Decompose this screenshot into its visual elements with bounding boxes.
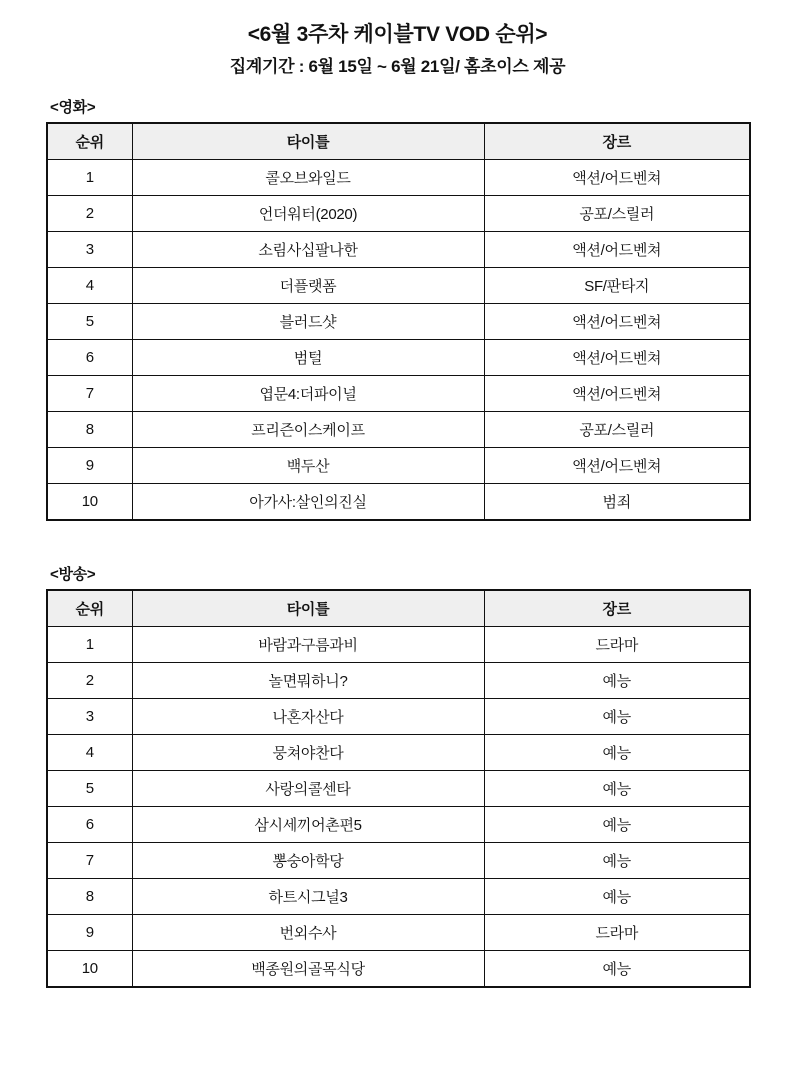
table-header-row (47, 590, 750, 627)
column-header-title: 타이틀 (132, 123, 484, 160)
table-header-row (47, 123, 750, 160)
cell-genre: 드라마 (484, 915, 750, 951)
column-header-genre: 장르 (484, 590, 750, 627)
cell-title: 프리즌이스케이프 (132, 412, 484, 448)
cell-title: 번외수사 (132, 915, 484, 951)
cell-title: 놀면뭐하니? (132, 663, 484, 699)
cell-rank: 4 (47, 268, 132, 304)
cell-rank: 8 (47, 412, 132, 448)
cell-title: 바람과구름과비 (132, 627, 484, 663)
cell-title: 엽문4:더파이널 (132, 376, 484, 412)
table-row (47, 232, 750, 268)
cell-title: 백두산 (132, 448, 484, 484)
cell-rank: 10 (47, 484, 132, 520)
page-subtitle: 집계기간 : 6월 15일 ~ 6월 21일/ 홈초이스 제공 (229, 57, 566, 77)
cell-genre: 액션/어드벤쳐 (484, 160, 750, 196)
cell-rank: 2 (47, 196, 132, 232)
page-title: <6월 3주차 케이블TV VOD 순위> (247, 23, 548, 46)
cell-rank: 10 (47, 951, 132, 987)
cell-rank: 6 (47, 340, 132, 376)
cell-rank: 3 (47, 699, 132, 735)
cell-title: 사랑의콜센타 (132, 771, 484, 807)
table-row (47, 699, 750, 735)
cell-genre: 예능 (484, 807, 750, 843)
table-row (47, 807, 750, 843)
cell-genre: 예능 (484, 771, 750, 807)
cell-rank: 5 (47, 304, 132, 340)
cell-rank: 9 (47, 448, 132, 484)
table-row (47, 735, 750, 771)
cell-rank: 8 (47, 879, 132, 915)
cell-rank: 3 (47, 232, 132, 268)
cell-genre: 범죄 (484, 484, 750, 520)
cell-genre: 예능 (484, 879, 750, 915)
cell-genre: 액션/어드벤쳐 (484, 304, 750, 340)
section-label-broadcast: <방송> (50, 565, 96, 583)
cell-rank: 5 (47, 771, 132, 807)
cell-genre: 예능 (484, 843, 750, 879)
cell-rank: 7 (47, 843, 132, 879)
section-broadcast (46, 563, 749, 988)
table-row (47, 340, 750, 376)
table-row (47, 915, 750, 951)
cell-rank: 7 (47, 376, 132, 412)
table-row (47, 304, 750, 340)
cell-title: 나혼자산다 (132, 699, 484, 735)
cell-title: 뽕숭아학당 (132, 843, 484, 879)
table-row (47, 663, 750, 699)
cell-rank: 1 (47, 160, 132, 196)
cell-title: 더플랫폼 (132, 268, 484, 304)
table-row (47, 879, 750, 915)
cell-genre: 예능 (484, 699, 750, 735)
cell-rank: 1 (47, 627, 132, 663)
cell-rank: 9 (47, 915, 132, 951)
cell-title: 언더워터(2020) (132, 196, 484, 232)
cell-title: 콜오브와일드 (132, 160, 484, 196)
cell-title: 아가사:살인의진실 (132, 484, 484, 520)
cell-rank: 2 (47, 663, 132, 699)
table-row (47, 268, 750, 304)
cell-title: 블러드샷 (132, 304, 484, 340)
table-row (47, 843, 750, 879)
column-header-rank: 순위 (47, 123, 132, 160)
table-row (47, 951, 750, 987)
table-row (47, 160, 750, 196)
cell-title: 범털 (132, 340, 484, 376)
cell-rank: 6 (47, 807, 132, 843)
section-movies (46, 96, 749, 521)
cell-title: 소림사십팔나한 (132, 232, 484, 268)
cell-genre: 액션/어드벤쳐 (484, 376, 750, 412)
cell-genre: 공포/스릴러 (484, 196, 750, 232)
table-row (47, 448, 750, 484)
cell-genre: 드라마 (484, 627, 750, 663)
cell-genre: 예능 (484, 663, 750, 699)
cell-title: 뭉쳐야찬다 (132, 735, 484, 771)
column-header-genre: 장르 (484, 123, 750, 160)
table-row (47, 771, 750, 807)
cell-genre: 예능 (484, 735, 750, 771)
table-row (47, 627, 750, 663)
cell-genre: 액션/어드벤쳐 (484, 232, 750, 268)
movie-ranking-table (46, 122, 751, 521)
table-row (47, 196, 750, 232)
column-header-title: 타이틀 (132, 590, 484, 627)
cell-genre: 공포/스릴러 (484, 412, 750, 448)
table-row (47, 376, 750, 412)
cell-title: 하트시그널3 (132, 879, 484, 915)
title-block (46, 22, 749, 78)
cell-genre: 액션/어드벤쳐 (484, 448, 750, 484)
cell-genre: SF/판타지 (484, 268, 750, 304)
cell-title: 삼시세끼어촌편5 (132, 807, 484, 843)
cell-title: 백종원의골목식당 (132, 951, 484, 987)
broadcast-ranking-table (46, 589, 751, 988)
section-divider-space (46, 541, 749, 563)
cell-genre: 액션/어드벤쳐 (484, 340, 750, 376)
cell-rank: 4 (47, 735, 132, 771)
section-label-movies: <영화> (50, 98, 96, 116)
column-header-rank: 순위 (47, 590, 132, 627)
table-row (47, 412, 750, 448)
cell-genre: 예능 (484, 951, 750, 987)
table-row (47, 484, 750, 520)
